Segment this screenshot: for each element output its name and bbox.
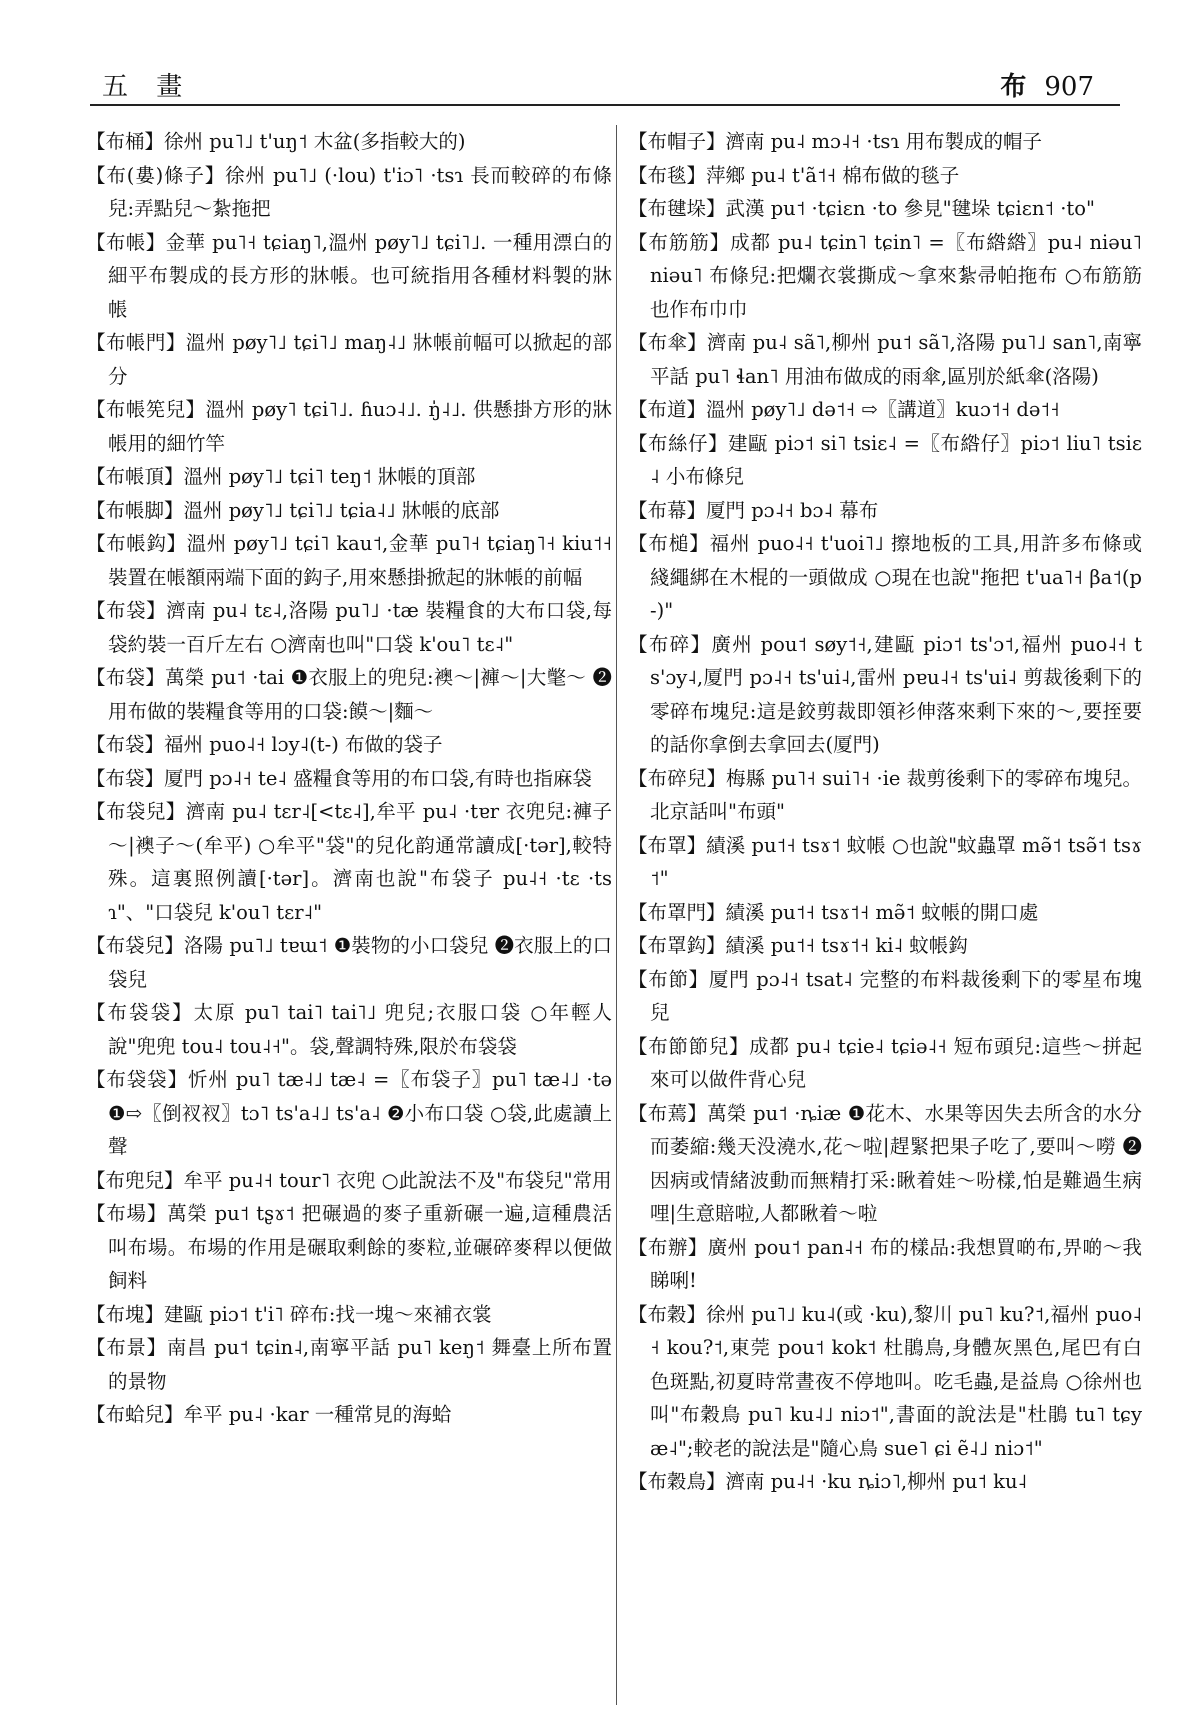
dictionary-entry: 【布罩】績溪 pu˦˧ tsɤ˦ 蚊帳 ○也說"蚊蟲罩 mə̃˦ tsə̃˦ tsɤ˦" [628, 833, 1142, 890]
dictionary-entry: 【布帳鈎】溫州 pøy˥˩ tɕi˥ kau˦,金華 pu˥˧ tɕiaŋ˥˧ kiu˦˧ 裝置在帳額兩端下面的鈎子,用來懸掛掀起的牀帳的前幅 [86, 532, 612, 589]
dictionary-entry: 【布絲仔】建甌 piɔ˦ si˥ tsiɛ˨ =〖布綹仔〗piɔ˦ liu˥ tsiɛ˨ 小布條兒 [628, 431, 1142, 488]
dictionary-entry: 【布桶】徐州 pu˥˩ t'uŋ˦ 木盆(多指較大的) [86, 130, 466, 153]
dictionary-entry: 【布蛤兒】牟平 pu˨ ·kar 一種常見的海蛤 [86, 1403, 452, 1426]
dictionary-entry: 【布蔫】萬榮 pu˦ ·ȵiæ ❶花木、水果等因失去所含的水分而萎縮:幾天没澆水,花～啦|趕緊把果子吃了,要叫～嘮 ❷因病或情緒波動而無精打采:瞅着娃～吩樣,怕是難過生病哩|生意賠啦,人都瞅着～啦 [628, 1101, 1142, 1225]
dictionary-entry: 【布袋兒】濟南 pu˨ tɛr˨[<tɛ˨],牟平 pu˨ ·tɐr 衣兜兒:褲子～|襖子～(牟平) ○牟平"袋"的兒化韵通常讀成[·tər],較特殊。這裏照例讀[·tər]。濟南也說"布袋子 pu˨˧ ·tɛ ·tsɿ"、"口袋兒 k'ou˥ tɛr˨" [86, 800, 612, 924]
dictionary-entry: 【布袋】福州 puo˨˧ lɔy˨(t-) 布做的袋子 [86, 733, 443, 756]
dictionary-entry: 【布毯】萍鄉 pu˨ t'ã˦˧ 棉布做的毯子 [628, 163, 960, 187]
dictionary-entry: 【布毽垛】武漢 pu˦ ·tɕiɛn ·to 參見"毽垛 tɕiɛn˦ ·to" [628, 197, 1095, 220]
dictionary-entry: 【布道】溫州 pøy˥˩ də˦˧ ⇨〖講道〗kuɔ˦˧ də˦˧ [628, 398, 1060, 421]
dictionary-entry: 【布帽子】濟南 pu˨ mɔ˨˧ ·tsɿ 用布製成的帽子 [628, 130, 1042, 153]
header-right [1000, 66, 1094, 103]
section-title: 五 畫 [102, 72, 193, 102]
dictionary-entry: 【布碎】廣州 pou˦ søy˦˧,建甌 piɔ˦ ts'ɔ˦,福州 puo˨˧ ts'ɔy˨,厦門 pɔ˨˧ ts'ui˨,雷州 pɐu˨˧ ts'ui˨ 剪裁後剩下的零碎布塊兒:這是鉸剪裁即領衫伸落來剩下來的～,要挃要的話你拿倒去拿回去(厦門) [628, 632, 1142, 756]
dictionary-entry: 【布景】南昌 pu˦ tɕin˨,南寧平話 pu˥ keŋ˦ 舞臺上所布置的景物 [86, 1336, 612, 1393]
dictionary-entry: 【布筋筋】成都 pu˨ tɕin˥ tɕin˥ =〖布綹綹〗pu˨ niəu˥ niəu˥ 布條兒:把爛衣裳撕成～拿來紮帚帕拖布 ○布筋筋也作布巾巾 [628, 230, 1142, 321]
right-column [628, 125, 1142, 1704]
dictionary-entry: 【布槌】福州 puo˨˧ t'uoi˥˩ 擦地板的工具,用許多布條或綫繩綁在木棍的一頭做成 ○現在也說"拖把 t'ua˥˧ βa˦(p-)" [628, 532, 1142, 622]
dictionary-entry: 【布罩鈎】績溪 pu˦˧ tsɤ˦˧ ki˨ 蚊帳鈎 [628, 934, 968, 957]
dictionary-entry: 【布帳頂】溫州 pøy˥˩ tɕi˥ teŋ˦ 牀帳的頂部 [86, 465, 476, 488]
column-divider [616, 125, 617, 1705]
dictionary-entry: 【布辦】廣州 pou˦ pan˨˧ 布的樣品:我想買啲布,畀啲～我睇唎! [628, 1235, 1142, 1292]
dictionary-entry: 【布場】萬榮 pu˦ tʂɤ˦ 把碾過的麥子重新碾一遍,這種農活叫布場。布場的作用是碾取剩餘的麥粒,並碾碎麥稈以便做飼料 [86, 1202, 612, 1292]
dictionary-entry: 【布節節兒】成都 pu˨ tɕie˨ tɕiə˨˧ 短布頭兒:這些～拼起來可以做件背心兒 [628, 1034, 1142, 1091]
dictionary-entry: 【布帳筅兒】溫州 pøy˥ tɕi˥˩. ɦuɔ˨˩. ŋ̍˨˩. 供懸掛方形的牀帳用的細竹竿 [86, 398, 612, 455]
left-column [86, 125, 612, 1704]
dictionary-entry: 【布袋兒】洛陽 pu˥˩ tɐɯ˦ ❶裝物的小口袋兒 ❷衣服上的口袋兒 [86, 934, 612, 991]
dictionary-entry: 【布兜兒】牟平 pu˨˧ tour˥ 衣兜 ○此說法不及"布袋兒"常用 [86, 1168, 612, 1192]
dictionary-entry: 【布塊】建甌 piɔ˦ t'i˥ 碎布:找一塊～來補衣裳 [86, 1302, 492, 1326]
dictionary-entry: 【布袋袋】太原 pu˥ tai˥ tai˥˩ 兜兒;衣服口袋 ○年輕人說"兜兜 tou˨ tou˨˧"。袋,聲調特殊,限於布袋袋 [86, 1001, 612, 1058]
dictionary-entry: 【布帳脚】溫州 pøy˥˩ tɕi˥˩ tɕia˨˩ 牀帳的底部 [86, 498, 500, 522]
dictionary-entry: 【布袋】濟南 pu˨ tɛ˨,洛陽 pu˥˩ ·tæ 裝糧食的大布口袋,每袋約裝一百斤左右 ○濟南也叫"口袋 k'ou˥ tɛ˨" [86, 599, 612, 656]
dictionary-entry: 【布碎兒】梅縣 pu˥˧ sui˥˧ ·ie 裁剪後剩下的零碎布塊兒。北京話叫"布頭" [628, 766, 1142, 823]
running-headword: 布 [1000, 72, 1027, 102]
dictionary-entry: 【布(婁)條子】徐州 pu˥˩ (·lou) t'iɔ˥ ·tsɿ 長而較碎的布條兒:弄點兒～紮拖把 [86, 163, 612, 220]
dictionary-entry: 【布節】厦門 pɔ˨˧ tsat˨ 完整的布料裁後剩下的零星布塊兒 [628, 967, 1142, 1024]
dictionary-entry: 【布穀】徐州 pu˥˩ ku˨(或 ·ku),黎川 pu˥ ku?˦,福州 puo˨˧ kou?˦,東莞 pou˦ kok˦ 杜鵑鳥,身體灰黑色,尾巴有白色斑點,初夏時常晝夜不停地叫。吃毛蟲,是益鳥 ○徐州也叫"布穀鳥 pu˥ ku˨˩ niɔ˦",書面的說法是"杜鵑 tu˥ tɕyæ˨";較老的說法是"隨心鳥 sue˥ ɕi ẽ˨˩ niɔ˦" [628, 1302, 1142, 1460]
dictionary-entry: 【布傘】濟南 pu˨ sã˥,柳州 pu˦ sã˥,洛陽 pu˥˩ san˥,南寧平話 pu˥ ɬan˥ 用油布做成的雨傘,區別於紙傘(洛陽) [628, 331, 1142, 388]
dictionary-entry: 【布袋】厦門 pɔ˨˧ te˨ 盛糧食等用的布口袋,有時也指麻袋 [86, 766, 592, 790]
dictionary-entry: 【布帳門】溫州 pøy˥˩ tɕi˥˩ maŋ˨˩ 牀帳前幅可以掀起的部分 [86, 331, 612, 388]
page-number: 907 [1044, 72, 1094, 102]
dictionary-entry: 【布幕】厦門 pɔ˨˧ bɔ˨ 幕布 [628, 498, 879, 522]
dictionary-entry: 【布帳】金華 pu˥˧ tɕiaŋ˥,溫州 pøy˥˩ tɕi˥˩. 一種用漂白的細平布製成的長方形的牀帳。也可統指用各種材料製的牀帳 [86, 230, 612, 321]
dictionary-entry: 【布穀鳥】濟南 pu˨˧ ·ku ȵiɔ˥,柳州 pu˦ ku˨ [628, 1470, 1028, 1493]
dictionary-entry: 【布罩門】績溪 pu˦˧ tsɤ˦˧ mə̃˦ 蚊帳的開口處 [628, 900, 1039, 924]
dictionary-entry: 【布袋袋】忻州 pu˥ tæ˨˩ tæ˨ =〖布袋子〗pu˥ tæ˨˩ ·tə ❶⇨〖倒衩衩〗tɔ˥ ts'a˨˩ ts'a˨ ❷小布口袋 ○袋,此處讀上聲 [86, 1068, 612, 1158]
page-header [90, 60, 1120, 104]
dictionary-entry: 【布袋】萬榮 pu˦ ·tai ❶衣服上的兜兒:襖～|褲～|大氅～ ❷用布做的裝糧食等用的口袋:饃～|麵～ [86, 666, 612, 723]
header-rule [90, 104, 1120, 106]
